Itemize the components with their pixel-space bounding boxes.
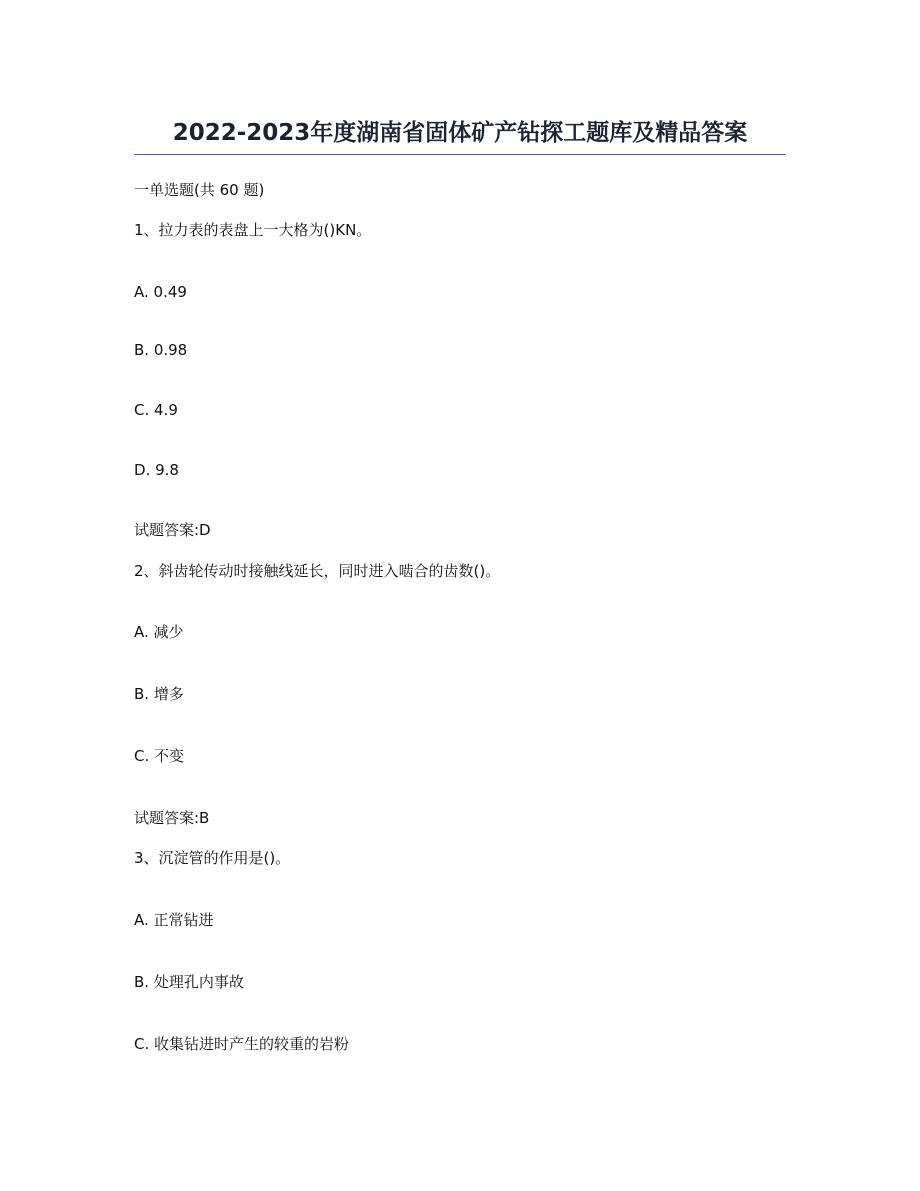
question-3-option-c: C. 收集钻进时产生的较重的岩粉 bbox=[134, 1035, 350, 1053]
question-2-option-b: B. 增多 bbox=[134, 685, 184, 703]
question-1-option-b: B. 0.98 bbox=[134, 341, 188, 359]
question-3-stem: 3、沉淀管的作用是()。 bbox=[134, 849, 291, 867]
question-1-option-a: A. 0.49 bbox=[134, 283, 187, 301]
question-2-answer: 试题答案:B bbox=[134, 809, 210, 827]
question-2-option-c: C. 不变 bbox=[134, 747, 185, 765]
section-heading: 一单选题(共 60 题) bbox=[134, 181, 265, 199]
question-2-stem: 2、斜齿轮传动时接触线延长，同时进入啮合的齿数()。 bbox=[134, 562, 501, 580]
question-1-option-c: C. 4.9 bbox=[134, 401, 178, 419]
question-2-option-a: A. 减少 bbox=[134, 623, 184, 641]
question-3-option-b: B. 处理孔内事故 bbox=[134, 973, 244, 991]
question-1-option-d: D. 9.8 bbox=[134, 461, 179, 479]
question-1-stem: 1、拉力表的表盘上一大格为()KN。 bbox=[134, 221, 372, 239]
document-title: 2022-2023年度湖南省固体矿产钻探工题库及精品答案 bbox=[172, 120, 748, 146]
question-3-option-a: A. 正常钻进 bbox=[134, 911, 214, 929]
question-1-answer: 试题答案:D bbox=[134, 521, 211, 539]
title-divider bbox=[134, 154, 786, 155]
